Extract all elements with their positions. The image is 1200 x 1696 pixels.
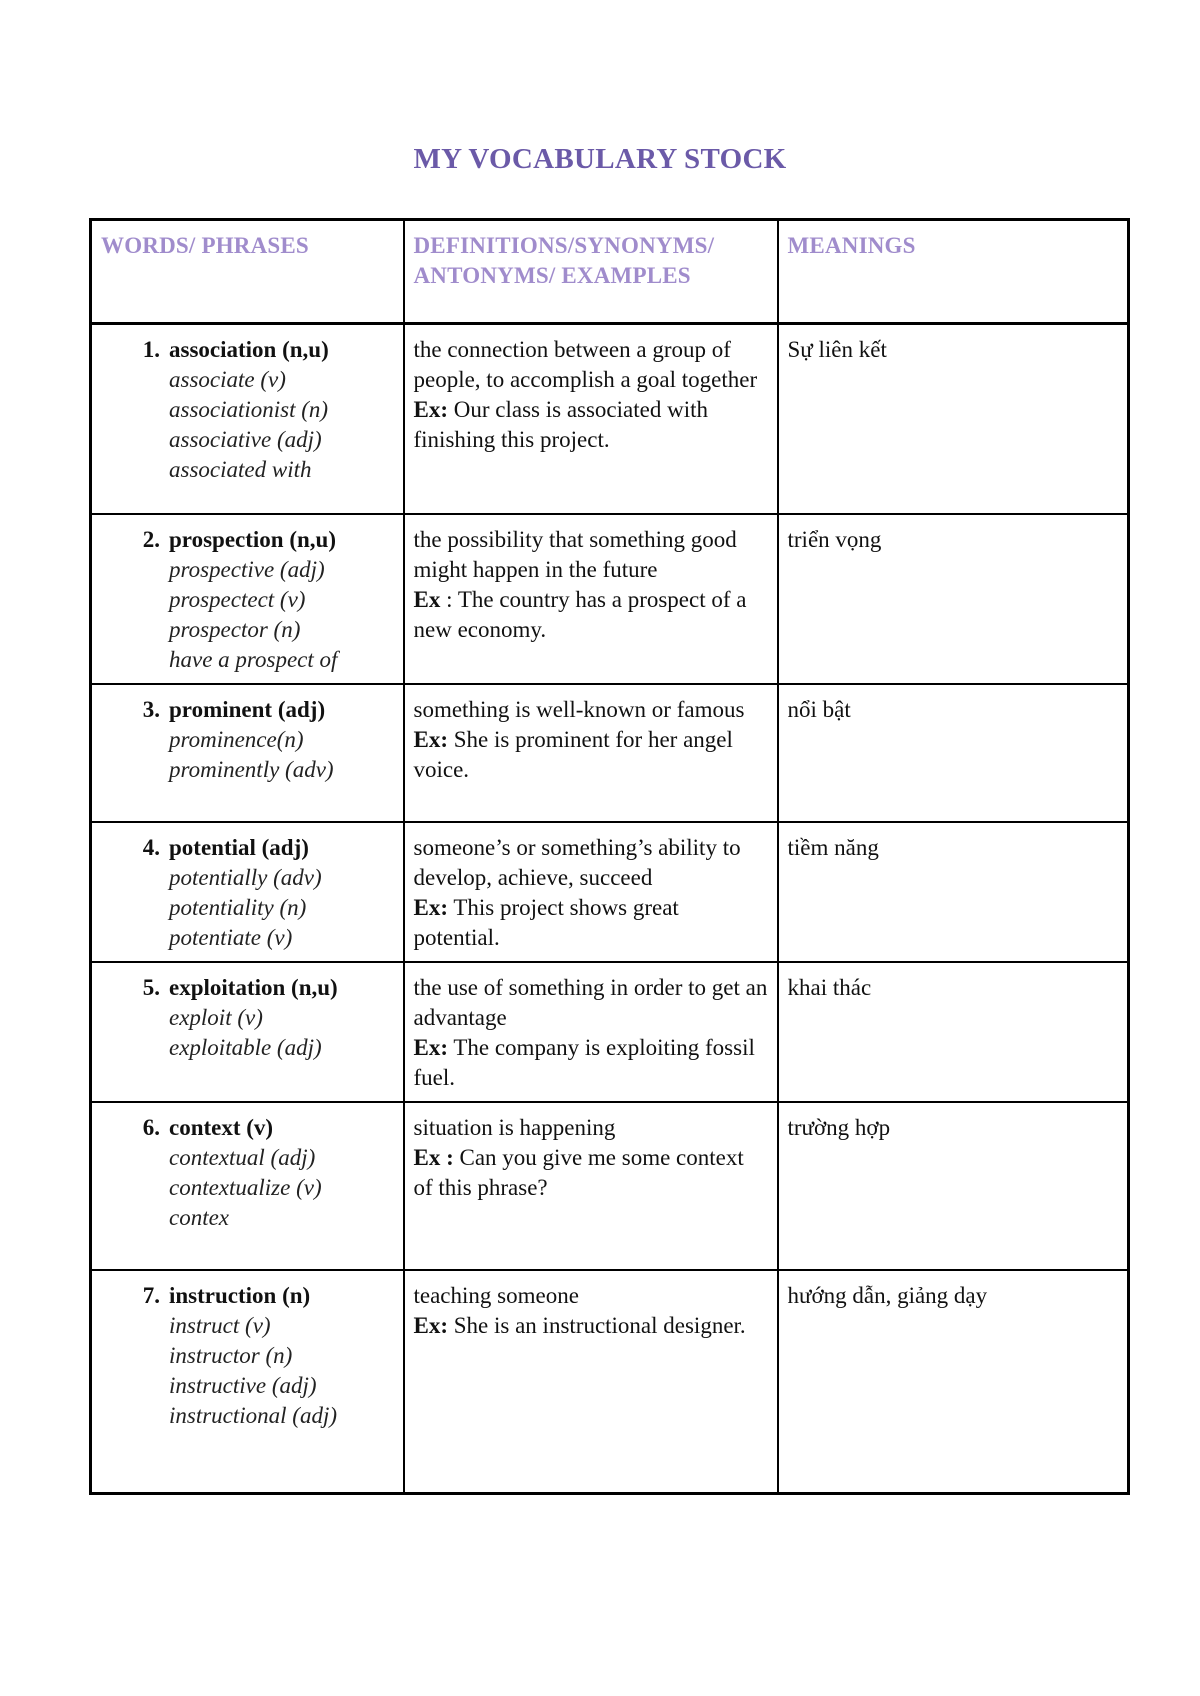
example-label: Ex: [413,1034,448,1060]
meaning-text: khai thác [787,974,872,1000]
headword: association (n,u) [169,337,329,362]
word-entry [101,1113,394,1233]
meaning-text: nổi bật [787,696,851,722]
meaning-cell [778,1102,1129,1270]
word-form: prominence(n) [169,726,304,752]
example-label: Ex [413,586,441,612]
entry-number: 1. [142,337,160,362]
entry-number: 7. [142,1282,160,1308]
entry-number: 2. [142,526,160,552]
word-form: exploitable (adj) [169,1034,322,1060]
example-text: Can you give me some context of this phrase? [413,1144,744,1200]
word-forms [169,335,394,485]
headword: prominent (adj) [169,696,326,722]
word-cell [91,684,404,822]
table-row [91,822,1129,962]
meaning-cell [778,1270,1129,1494]
word-form: contex [169,1204,230,1230]
meaning-cell [778,962,1129,1102]
meaning-cell [778,684,1129,822]
entry-number: 5. [142,974,160,1000]
example [414,1033,768,1093]
headword: instruction (n) [169,1282,311,1308]
example [414,1143,768,1203]
entry-number: 6. [142,1114,160,1140]
word-forms [169,1281,394,1431]
column-header-meanings: MEANINGS [778,220,1129,324]
word-form: contextual (adj) [169,1144,316,1170]
word-entry [101,1281,394,1431]
definition-text: someone’s or something’s ability to develop, achieve, succeed [413,834,741,890]
word-form: instructive (adj) [169,1372,317,1398]
column-header-definitions: DEFINITIONS/SYNONYMS/ ANTONYMS/ EXAMPLES [404,220,778,324]
word-forms [169,833,394,953]
example-text: This project shows great potential. [413,894,679,950]
word-form: instructor (n) [169,1342,293,1368]
definition-cell [404,324,778,514]
table-row [91,1270,1129,1494]
word-forms [169,695,394,785]
table-header-row [91,220,1129,324]
word-cell [91,962,404,1102]
example [414,725,768,785]
word-forms [169,973,394,1063]
example-text: The company is exploiting fossil fuel. [413,1034,755,1090]
entry-number: 4. [142,834,160,860]
word-form: potentially (adv) [169,864,322,890]
headword: context (v) [169,1114,274,1140]
example-label: Ex: [413,726,448,752]
definition-text: the connection between a group of people, to accomplish a goal together [413,337,758,392]
word-form: have a prospect of [169,646,338,672]
word-form: prospective (adj) [169,556,325,582]
word-form: contextualize (v) [169,1174,322,1200]
word-form: associative (adj) [169,427,322,452]
definition-text: the use of something in order to get an advantage [413,974,768,1030]
word-form: exploit (v) [169,1004,263,1030]
table-row [91,324,1129,514]
word-entry [101,335,394,485]
meaning-cell [778,514,1129,684]
example-label: Ex : [413,1144,454,1170]
example-text: She is prominent for her angel voice. [413,726,733,782]
definition-cell [404,1270,778,1494]
table-row [91,962,1129,1102]
meaning-text: tiềm năng [787,834,879,860]
definition-cell [404,684,778,822]
word-cell [91,822,404,962]
entry-number: 3. [142,696,160,722]
example-label: Ex: [413,1312,448,1338]
headword: prospection (n,u) [169,526,336,552]
column-header-words: WORDS/ PHRASES [91,220,404,324]
word-cell [91,514,404,684]
definition-cell [404,514,778,684]
example-label: Ex: [413,894,448,920]
word-form: associate (v) [169,367,286,392]
definition-text: the possibility that something good might happen in the future [413,526,737,582]
page-title: MY VOCABULARY STOCK [413,143,787,175]
word-form: potentiate (v) [169,924,293,950]
definition-cell [404,822,778,962]
word-forms [169,525,394,675]
meaning-cell [778,324,1129,514]
word-cell [91,1102,404,1270]
word-form: prospector (n) [169,616,301,642]
table-row [91,1102,1129,1270]
example-label: Ex: [413,397,448,422]
vocabulary-table-body [91,324,1129,1494]
headword: exploitation (n,u) [169,974,338,1000]
meaning-text: trường hợp [787,1114,891,1140]
meaning-text: hướng dẫn, giảng dạy [787,1282,988,1308]
word-form: prominently (adv) [169,756,334,782]
word-forms [169,1113,394,1233]
word-form: prospectect (v) [169,586,306,612]
meaning-cell [778,822,1129,962]
vocabulary-table [89,218,1130,1495]
definition-cell [404,1102,778,1270]
word-entry [101,833,394,953]
example-text: : The country has a prospect of a new economy. [413,586,747,642]
example [414,395,768,455]
example [414,893,768,953]
word-cell [91,324,404,514]
word-cell [91,1270,404,1494]
definition-text: situation is happening [413,1114,616,1140]
example [414,585,768,645]
word-entry [101,695,394,785]
example [414,1311,768,1341]
word-entry [101,525,394,675]
example-text: Our class is associated with finishing this project. [413,397,708,452]
meaning-text: Sự liên kết [787,337,887,362]
definition-cell [404,962,778,1102]
example-text: She is an instructional designer. [453,1312,746,1338]
word-form: associated with [169,457,312,482]
word-form: associationist (n) [169,397,329,422]
definition-text: teaching someone [413,1282,579,1308]
table-row [91,514,1129,684]
word-form: instruct (v) [169,1312,271,1338]
definition-text: something is well-known or famous [413,696,745,722]
table-row [91,684,1129,822]
headword: potential (adj) [169,834,309,860]
word-form: instructional (adj) [169,1402,338,1428]
word-form: potentiality (n) [169,894,307,920]
meaning-text: triển vọng [787,526,882,552]
word-entry [101,973,394,1063]
